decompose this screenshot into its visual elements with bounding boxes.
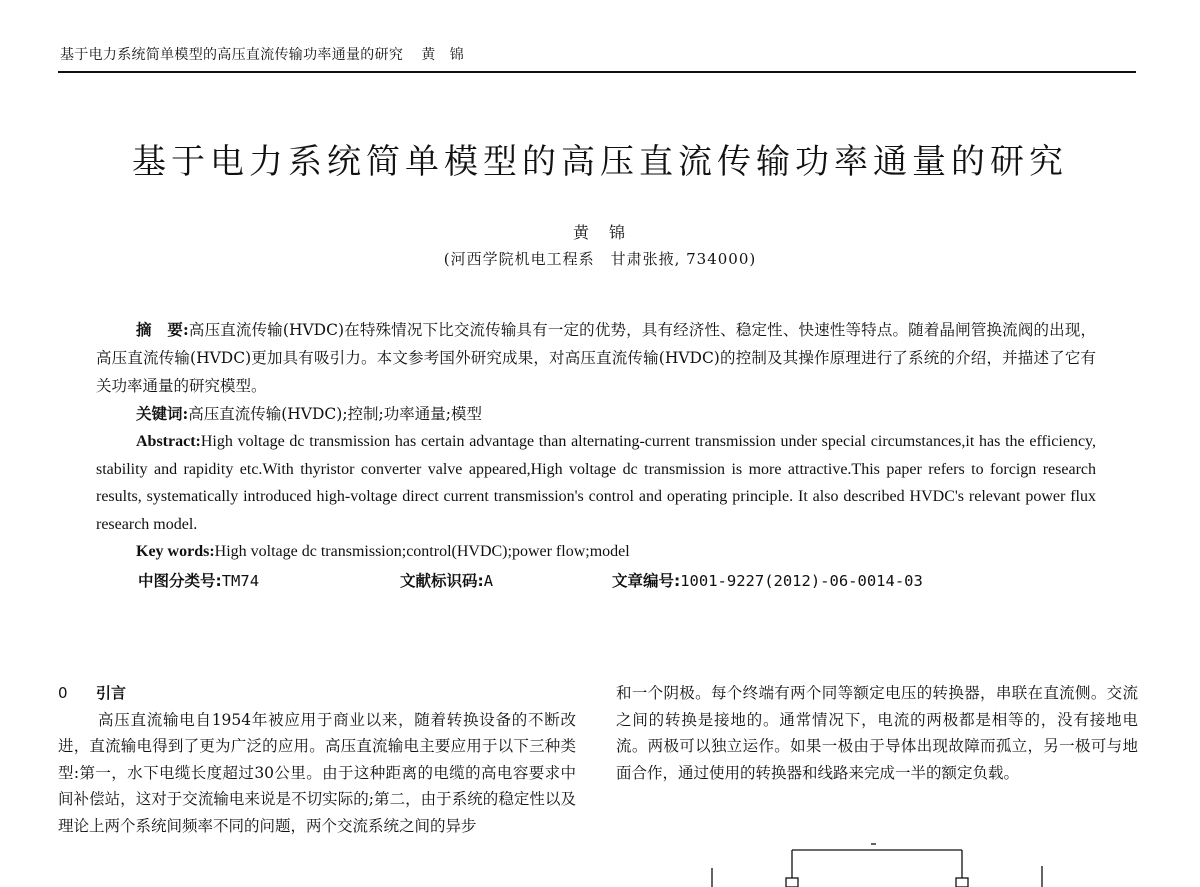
running-header-title: 基于电力系统简单模型的高压直流传输功率通量的研究 (60, 47, 404, 63)
left-column (58, 680, 576, 839)
clc-label: 中图分类号: (138, 572, 222, 590)
keywords-en-text: High voltage dc transmission;control(HVDC);power flow;model (214, 543, 630, 560)
intro-paragraph: 高压直流输电自1954年被应用于商业以来，随着转换设备的不断改进，直流输电得到了更为广泛的应用。高压直流输电主要应用于以下三种类型:第一，水下电缆长度超过30公里。由于这种距离的电缆的高电容要求中间补偿站，这对于交流输电来说是不切实际的;第二，由于系统的稳定性以及理论上两个系统间频率不同的问题，两个交流系统之间的异步 (58, 710, 576, 835)
article-number (612, 569, 923, 591)
document-code (400, 569, 493, 591)
clc-value: TM74 (221, 572, 260, 590)
figure-converter-right (956, 878, 968, 887)
clc-code (138, 569, 259, 591)
keywords-en (96, 538, 1096, 566)
abstract-en-label: Abstract: (136, 433, 201, 450)
abstract-en (96, 428, 1096, 538)
right-column (616, 680, 1138, 786)
abstract-cn (96, 316, 1096, 400)
keywords-cn-label: 关键词: (136, 404, 189, 423)
running-header (60, 44, 464, 64)
abstract-block (96, 316, 1096, 566)
abstract-cn-text: 高压直流传输(HVDC)在特殊情况下比交流传输具有一定的优势，具有经济性、稳定性、快速性等特点。随着晶闸管换流阀的出现，高压直流传输(HVDC)更加具有吸引力。本文参考国外研究成果，对高压直流传输(HVDC)的控制及其操作原理进行了系统的介绍，并描述了它有关功率通量的研究模型。 (96, 321, 1096, 395)
paper-author: 黄 锦 (572, 223, 627, 242)
article-label: 文章编号: (612, 572, 681, 590)
header-rule (58, 71, 1136, 73)
figure-converter-left (786, 878, 798, 887)
keywords-cn (96, 400, 1096, 428)
paper-title: 基于电力系统简单模型的高压直流传输功率通量的研究 (132, 142, 1068, 182)
section-title: 引言 (96, 684, 127, 702)
article-value: 1001-9227(2012)-06-0014-03 (680, 572, 923, 590)
section-number: 0 (58, 684, 68, 702)
keywords-cn-text: 高压直流传输(HVDC);控制;功率通量;模型 (188, 405, 482, 423)
doc-value: A (483, 572, 494, 590)
doc-label: 文献标识码: (400, 572, 484, 590)
running-header-author: 黄 锦 (421, 47, 465, 63)
abstract-cn-label: 摘 要: (136, 320, 189, 339)
section-heading (58, 680, 576, 707)
abstract-en-text: High voltage dc transmission has certain advantage than alternating-current transmission under special circumstances,it has the efficiency, stability and rapidity etc.With thyristor converter valve appeared,High voltage dc transmission is more attractive.This paper refers to forcign research results, systematically introduced high-voltage direct current transmission's control and operating principle. It also described HVDC's relevant power flux research model. (96, 433, 1096, 533)
right-paragraph: 和一个阴极。每个终端有两个同等额定电压的转换器，串联在直流侧。交流之间的转换是接地的。通常情况下，电流的两极都是相等的，没有接地电流。两极可以独立运作。如果一极由于导体出现故障而孤立，另一极可与地面合作，通过使用的转换器和线路来完成一半的额定负载。 (616, 684, 1138, 782)
keywords-en-label: Key words: (136, 543, 215, 560)
paper-affiliation: (河西学院机电工程系 甘肃张掖, 734000) (443, 250, 757, 268)
circuit-figure (700, 838, 1060, 887)
